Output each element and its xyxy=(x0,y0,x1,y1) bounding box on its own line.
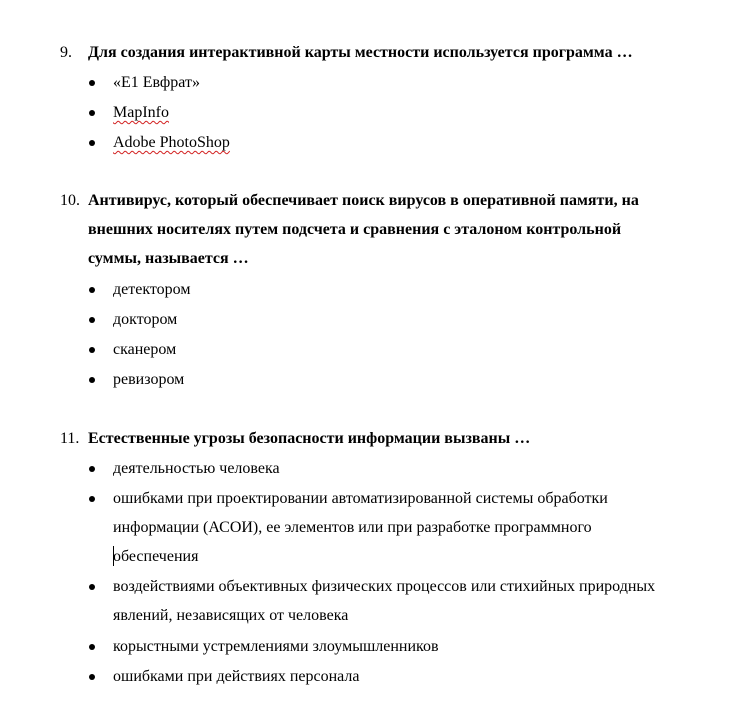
list-item xyxy=(0,73,730,93)
option-text: обеспечения xyxy=(113,548,199,565)
option-text: явлений, независящих от человека xyxy=(113,607,349,624)
question-number: 11. xyxy=(60,430,80,447)
option-text: деятельностью человека xyxy=(113,460,280,477)
question-text: внешних носителях путем подсчета и сравнения с эталоном контрольной xyxy=(88,221,622,238)
question-text: Естественные угрозы безопасности информации вызваны … xyxy=(88,430,531,447)
question-text: суммы, называется … xyxy=(88,250,249,267)
bullet-icon xyxy=(89,287,95,293)
list-item xyxy=(0,489,730,565)
option-text: ошибками при проектировании автоматизированной системы обработки xyxy=(113,490,608,507)
option-text: доктором xyxy=(113,311,178,328)
option-text: «Е1 Евфрат» xyxy=(113,74,200,91)
option-text: ошибками при действиях персонала xyxy=(113,668,360,685)
bullet-icon xyxy=(89,317,95,323)
list-item xyxy=(0,310,730,330)
option-text: детектором xyxy=(113,281,191,298)
option-text: информации (АСОИ), ее элементов или при разработке программного xyxy=(113,519,592,536)
list-item xyxy=(0,133,730,153)
question-number: 9. xyxy=(60,44,72,61)
bullet-icon xyxy=(89,80,95,86)
list-item xyxy=(0,370,730,390)
option-text: воздействиями объективных физических процессов или стихийных природных xyxy=(113,578,656,595)
list-item xyxy=(0,577,730,624)
bullet-icon xyxy=(89,377,95,383)
bullet-icon xyxy=(89,496,95,502)
option-text: корыстными устремлениями злоумышленников xyxy=(113,638,439,655)
option-text: Adobe PhotoShop xyxy=(113,134,230,151)
option-text: сканером xyxy=(113,341,177,358)
bullet-icon xyxy=(89,110,95,116)
list-item xyxy=(0,637,730,657)
option-text: MapInfo xyxy=(113,104,169,121)
bullet-icon xyxy=(89,674,95,680)
list-item xyxy=(0,459,730,479)
bullet-icon xyxy=(89,584,95,590)
bullet-icon xyxy=(89,644,95,650)
question-number: 10. xyxy=(60,192,80,209)
list-item xyxy=(0,103,730,123)
list-item xyxy=(0,667,730,687)
bullet-icon xyxy=(89,140,95,146)
bullet-icon xyxy=(89,347,95,353)
question-text: Антивирус, который обеспечивает поиск вирусов в оперативной памяти, на xyxy=(88,192,639,209)
list-item xyxy=(0,280,730,300)
bullet-icon xyxy=(89,466,95,472)
option-text: ревизором xyxy=(113,371,185,388)
question-text: Для создания интерактивной карты местности используется программа … xyxy=(88,44,633,61)
list-item xyxy=(0,340,730,360)
